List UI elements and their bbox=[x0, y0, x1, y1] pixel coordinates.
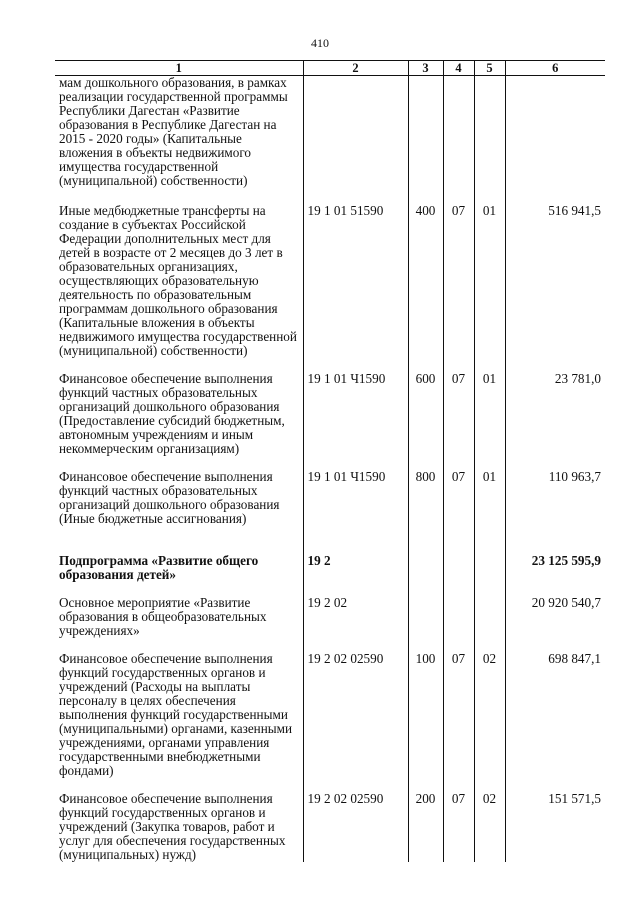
row-section: 07 bbox=[443, 652, 474, 792]
page-number: 410 bbox=[311, 36, 329, 50]
row-description: Финансовое обеспечение выполнения функций частных образовательных организаций дошкольного образования (Иные бюджетные ассигнования) bbox=[55, 470, 303, 554]
row-description: Подпрограмма «Развитие общего образования детей» bbox=[55, 554, 303, 596]
row-section: 07 bbox=[443, 470, 474, 554]
table-row bbox=[55, 596, 605, 652]
row-code: 19 2 02 bbox=[303, 596, 408, 652]
column-header: 5 bbox=[474, 61, 505, 76]
row-code: 19 2 02 02590 bbox=[303, 792, 408, 862]
row-section: 07 bbox=[443, 792, 474, 862]
row-description: Финансовое обеспечение выполнения функций государственных органов и учреждений (Расходы на выплаты персоналу в целях обеспечения выполнения функций государственными (муниципальными) органами, казенными учреждениями, органами управления государственными внебюджетными фондами) bbox=[55, 652, 303, 792]
row-subsection bbox=[474, 596, 505, 652]
row-code: 19 2 02 02590 bbox=[303, 652, 408, 792]
row-subsection: 02 bbox=[474, 792, 505, 862]
row-amount: 20 920 540,7 bbox=[505, 596, 605, 652]
row-section: 07 bbox=[443, 372, 474, 470]
row-section bbox=[443, 76, 474, 205]
column-header: 2 bbox=[303, 61, 408, 76]
table-row bbox=[55, 792, 605, 862]
row-subsection: 01 bbox=[474, 204, 505, 372]
row-description: мам дошкольного образования, в рамках реализации государственной программы Республики Дагестан «Развитие образования в Республике Дагестан на 2015 - 2020 годы» (Капитальные вложения в объекты недвижимого имущества государственной (муниципальной) собственности) bbox=[55, 76, 303, 205]
table-row-subprogram bbox=[55, 554, 605, 596]
row-description: Иные медбюджетные трансферты на создание в субъектах Российской Федерации дополнительных мест для детей в возрасте от 2 месяцев до 3 лет в образовательных организациях, осуществляющих образовательную деятельность по образовательным программам дошкольного образования (Капитальные вложения в объекты недвижимого имущества государственной (муниципальной) собственности) bbox=[55, 204, 303, 372]
row-expense-type bbox=[408, 76, 443, 205]
table-row bbox=[55, 652, 605, 792]
row-amount bbox=[505, 76, 605, 205]
column-header: 6 bbox=[505, 61, 605, 76]
column-header: 1 bbox=[55, 61, 303, 76]
row-section bbox=[443, 596, 474, 652]
row-subsection: 01 bbox=[474, 470, 505, 554]
budget-table bbox=[55, 60, 605, 862]
row-code: 19 1 01 Ч1590 bbox=[303, 470, 408, 554]
row-description: Основное мероприятие «Развитие образования в общеобразовательных учреждениях» bbox=[55, 596, 303, 652]
row-expense-type bbox=[408, 554, 443, 596]
table-row bbox=[55, 76, 605, 205]
row-expense-type: 100 bbox=[408, 652, 443, 792]
row-description: Финансовое обеспечение выполнения функций государственных органов и учреждений (Закупка товаров, работ и услуг для обеспечения государственных (муниципальных) нужд) bbox=[55, 792, 303, 862]
row-code: 19 1 01 Ч1590 bbox=[303, 372, 408, 470]
row-subsection: 02 bbox=[474, 652, 505, 792]
table-row bbox=[55, 470, 605, 554]
row-amount: 516 941,5 bbox=[505, 204, 605, 372]
row-expense-type: 200 bbox=[408, 792, 443, 862]
row-code: 19 2 bbox=[303, 554, 408, 596]
row-section bbox=[443, 554, 474, 596]
row-amount: 151 571,5 bbox=[505, 792, 605, 862]
row-amount: 23 781,0 bbox=[505, 372, 605, 470]
column-header: 4 bbox=[443, 61, 474, 76]
column-header: 3 bbox=[408, 61, 443, 76]
row-expense-type: 600 bbox=[408, 372, 443, 470]
row-section: 07 bbox=[443, 204, 474, 372]
row-subsection bbox=[474, 76, 505, 205]
row-expense-type: 400 bbox=[408, 204, 443, 372]
row-subsection: 01 bbox=[474, 372, 505, 470]
row-code: 19 1 01 51590 bbox=[303, 204, 408, 372]
table-header-row bbox=[55, 61, 605, 76]
row-description: Финансовое обеспечение выполнения функций частных образовательных организаций дошкольного образования (Предоставление субсидий бюджетным, автономным учреждениям и иным некоммерческим организациям) bbox=[55, 372, 303, 470]
table-row bbox=[55, 372, 605, 470]
row-code bbox=[303, 76, 408, 205]
row-subsection bbox=[474, 554, 505, 596]
row-amount: 110 963,7 bbox=[505, 470, 605, 554]
row-amount: 698 847,1 bbox=[505, 652, 605, 792]
table-row bbox=[55, 204, 605, 372]
row-expense-type bbox=[408, 596, 443, 652]
row-expense-type: 800 bbox=[408, 470, 443, 554]
row-amount: 23 125 595,9 bbox=[505, 554, 605, 596]
